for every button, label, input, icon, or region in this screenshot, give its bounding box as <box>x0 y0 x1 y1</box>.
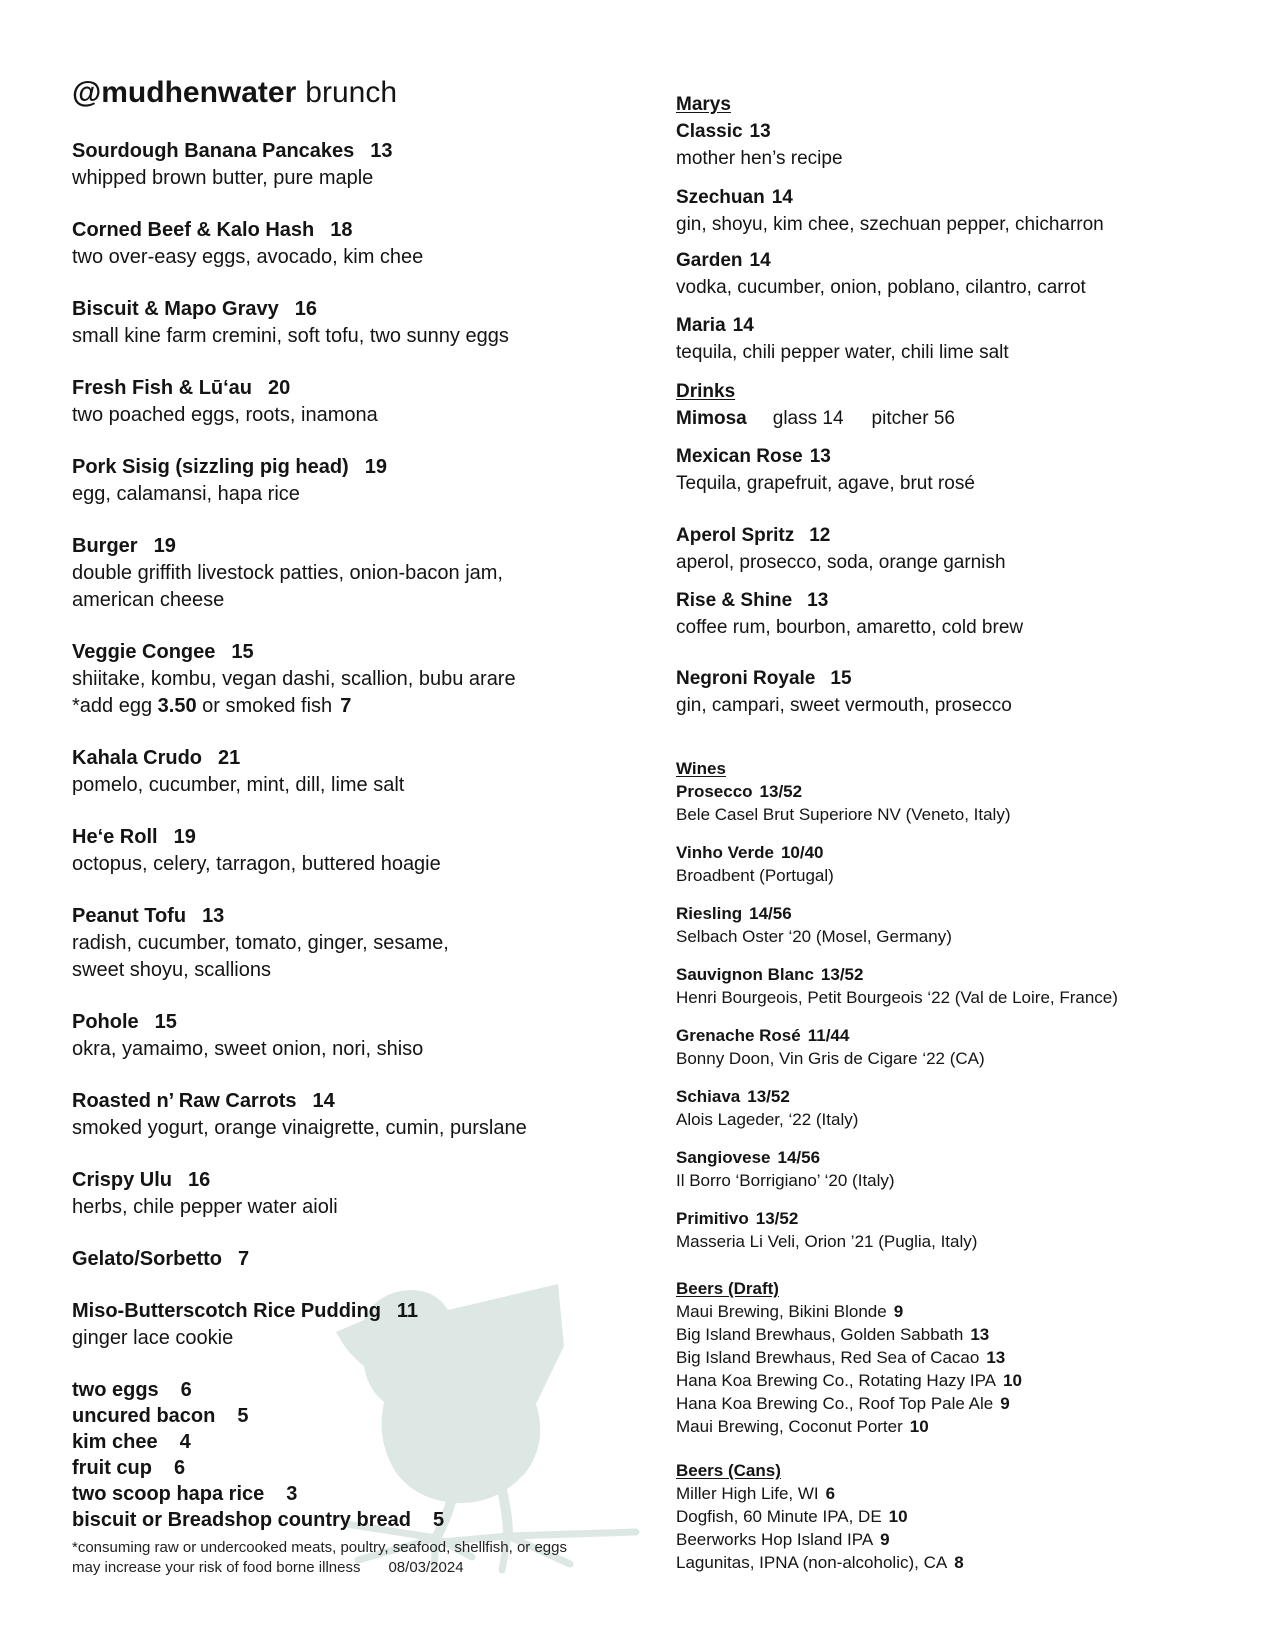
wine-desc: Henri Bourgeois, Petit Bourgeois ‘22 (Val de Loire, France) <box>676 988 1118 1007</box>
title-meal: brunch <box>305 76 398 109</box>
disclaimer-line2: may increase your risk of food borne illness 08/03/2024 <box>72 1559 464 1576</box>
disclaimer-line1: *consuming raw or undercooked meats, poultry, seafood, shellfish, or eggs <box>72 1539 567 1556</box>
drink-price: 14 <box>771 187 793 208</box>
beer-golden-sabbath: Big Island Brewhaus, Golden Sabbath 13 <box>676 1325 990 1344</box>
item-name: Fresh Fish & Lū‘au <box>72 377 253 399</box>
side-hapa-rice: two scoop hapa rice 3 <box>72 1483 298 1505</box>
item-price: 18 <box>330 219 353 241</box>
item-price: 15 <box>231 641 254 663</box>
item-desc: ginger lace cookie <box>72 1327 234 1349</box>
beer-roof-top-pale-ale: Hana Koa Brewing Co., Roof Top Pale Ale 9 <box>676 1394 1010 1413</box>
drink-name: Mexican Rose <box>676 446 803 467</box>
wine-price: 14/56 <box>749 904 792 923</box>
wine-price: 10/40 <box>780 843 824 862</box>
item-name: Kahala Crudo <box>72 747 203 769</box>
beer-beerworks-hop-island: Beerworks Hop Island IPA 9 <box>676 1530 890 1549</box>
drink-name: Maria <box>676 315 726 336</box>
beer-dogfish-60-minute: Dogfish, 60 Minute IPA, DE 10 <box>676 1507 908 1526</box>
side-kim-chee: kim chee 4 <box>72 1431 191 1453</box>
wine-desc: Alois Lageder, ‘22 (Italy) <box>676 1110 859 1129</box>
item-name: Gelato/Sorbetto <box>72 1248 223 1270</box>
drink-desc: mother hen’s recipe <box>676 148 843 169</box>
drink-price: 12 <box>809 525 831 546</box>
side-two-eggs: two eggs 6 <box>72 1379 192 1401</box>
item-price: 7 <box>238 1248 250 1270</box>
wine-prosecco <box>676 780 1256 826</box>
side-biscuit-bread: biscuit or Breadshop country bread 5 <box>72 1509 445 1531</box>
wine-riesling <box>676 902 1256 948</box>
disclaimer <box>72 1538 647 1578</box>
wine-price: 13/52 <box>759 782 803 801</box>
item-name: Miso-Butterscotch Rice Pudding <box>72 1300 381 1322</box>
drink-desc: coffee rum, bourbon, amaretto, cold brew <box>676 617 1024 638</box>
menu-item-hee-roll <box>72 824 647 878</box>
beer-miller-high-life: Miller High Life, WI 6 <box>676 1484 836 1503</box>
wine-name: Riesling <box>676 904 743 923</box>
item-price: 16 <box>188 1169 211 1191</box>
wine-sangiovese <box>676 1146 1256 1192</box>
wine-price: 13/52 <box>747 1087 790 1106</box>
item-name: Peanut Tofu <box>72 905 187 927</box>
section-heading-marys: Marys <box>676 94 731 115</box>
wine-name: Sangiovese <box>676 1148 771 1167</box>
wine-price: 14/56 <box>777 1148 821 1167</box>
drink-name: Rise & Shine <box>676 590 793 611</box>
drink-desc: gin, campari, sweet vermouth, prosecco <box>676 695 1012 716</box>
item-desc: octopus, celery, tarragon, buttered hoagie <box>72 853 441 875</box>
item-price: 19 <box>364 456 387 478</box>
wine-name: Schiava <box>676 1087 741 1106</box>
drink-price: 14 <box>749 250 771 271</box>
mimosa-pitcher-price: pitcher 56 <box>871 408 955 429</box>
wine-desc: Masseria Li Veli, Orion ’21 (Puglia, Italy) <box>676 1232 978 1251</box>
item-name: Pork Sisig (sizzling pig head) <box>72 456 349 478</box>
addon-price-egg: 3.50 <box>157 695 197 717</box>
drink-negroni-royale <box>676 665 1256 719</box>
menu-item-peanut-tofu <box>72 903 647 984</box>
section-heading-drinks: Drinks <box>676 381 736 402</box>
drink-desc: Tequila, grapefruit, agave, brut rosé <box>676 473 975 494</box>
drink-name: Mimosa <box>676 408 747 429</box>
wine-grenache-rose <box>676 1024 1256 1070</box>
item-desc: pomelo, cucumber, mint, dill, lime salt <box>72 774 405 796</box>
item-desc: whipped brown butter, pure maple <box>72 167 374 189</box>
item-desc: shiitake, kombu, vegan dashi, scallion, bubu arare <box>72 668 516 690</box>
drink-desc: aperol, prosecco, soda, orange garnish <box>676 552 1006 573</box>
drink-garden <box>676 247 1256 301</box>
item-desc: two over-easy eggs, avocado, kim chee <box>72 246 424 268</box>
item-price: 13 <box>370 140 393 162</box>
wine-name: Prosecco <box>676 782 753 801</box>
wine-price: 11/44 <box>807 1026 850 1045</box>
item-price: 21 <box>218 747 241 769</box>
wine-sauvignon-blanc <box>676 963 1256 1009</box>
item-desc: small kine farm cremini, soft tofu, two sunny eggs <box>72 325 509 347</box>
drink-name: Classic <box>676 121 743 142</box>
item-name: Burger <box>72 535 138 557</box>
wine-price: 13/52 <box>755 1209 799 1228</box>
menu-item-burger <box>72 533 647 614</box>
menu-item-fresh-fish-luau <box>72 375 647 429</box>
drink-name: Szechuan <box>676 187 765 208</box>
drink-desc: gin, shoyu, kim chee, szechuan pepper, chicharron <box>676 214 1104 235</box>
drink-desc: tequila, chili pepper water, chili lime salt <box>676 342 1009 363</box>
item-desc: herbs, chile pepper water aioli <box>72 1196 338 1218</box>
beers-cans-section <box>676 1459 1256 1574</box>
item-desc: okra, yamaimo, sweet onion, nori, shiso <box>72 1038 424 1060</box>
wine-name: Grenache Rosé <box>676 1026 801 1045</box>
page-title <box>72 76 647 110</box>
drink-price: 14 <box>732 315 754 336</box>
item-name: Pohole <box>72 1011 139 1033</box>
item-desc: sweet shoyu, scallions <box>72 959 271 981</box>
section-heading-wines: Wines <box>676 759 726 778</box>
drinks-column <box>676 91 1256 1574</box>
drink-mimosa <box>676 405 1256 432</box>
wine-primitivo <box>676 1207 1256 1253</box>
drink-name: Garden <box>676 250 743 271</box>
wine-desc: Selbach Oster ‘20 (Mosel, Germany) <box>676 927 952 946</box>
item-name: Veggie Congee <box>72 641 216 663</box>
item-desc: radish, cucumber, tomato, ginger, sesame, <box>72 932 449 954</box>
wine-desc: Broadbent (Portugal) <box>676 866 834 885</box>
item-desc: double griffith livestock patties, onion-bacon jam, <box>72 562 503 584</box>
item-name: He‘e Roll <box>72 826 158 848</box>
drink-aperol-spritz <box>676 522 1256 576</box>
item-desc: egg, calamansi, hapa rice <box>72 483 300 505</box>
menu-date: 08/03/2024 <box>388 1559 464 1576</box>
wine-name: Vinho Verde <box>676 843 774 862</box>
item-name: Sourdough Banana Pancakes <box>72 140 355 162</box>
side-fruit-cup: fruit cup 6 <box>72 1457 186 1479</box>
beer-rotating-hazy-ipa: Hana Koa Brewing Co., Rotating Hazy IPA 10 <box>676 1371 1022 1390</box>
menu-item-crispy-ulu <box>72 1167 647 1221</box>
mimosa-glass-price: glass 14 <box>772 408 844 429</box>
drink-name: Aperol Spritz <box>676 525 795 546</box>
drink-price: 13 <box>807 590 829 611</box>
item-price: 14 <box>312 1090 335 1112</box>
wine-price: 13/52 <box>820 965 864 984</box>
side-uncured-bacon: uncured bacon 5 <box>72 1405 249 1427</box>
menu-item-gelato-sorbetto <box>72 1246 647 1273</box>
section-heading-beers-cans: Beers (Cans) <box>676 1461 781 1480</box>
item-name: Biscuit & Mapo Gravy <box>72 298 279 320</box>
drink-price: 13 <box>809 446 831 467</box>
menu-item-pohole <box>72 1009 647 1063</box>
beer-bikini-blonde: Maui Brewing, Bikini Blonde 9 <box>676 1302 904 1321</box>
drink-price: 13 <box>749 121 771 142</box>
beer-lagunitas-ipna: Lagunitas, IPNA (non-alcoholic), CA 8 <box>676 1553 964 1572</box>
item-price: 13 <box>202 905 225 927</box>
food-column <box>72 76 647 1578</box>
drink-desc: vodka, cucumber, onion, poblano, cilantro, carrot <box>676 277 1086 298</box>
drink-maria <box>676 312 1256 366</box>
item-addon-line: *add egg 3.50 or smoked fish 7 <box>72 695 352 717</box>
menu-item-rice-pudding <box>72 1298 647 1352</box>
item-name: Roasted n’ Raw Carrots <box>72 1090 297 1112</box>
wine-desc: Bonny Doon, Vin Gris de Cigare ‘22 (CA) <box>676 1049 985 1068</box>
beers-draft-section <box>676 1277 1256 1438</box>
menu-item-kahala-crudo <box>72 745 647 799</box>
menu-item-roasted-raw-carrots <box>72 1088 647 1142</box>
menu-item-corned-beef-hash <box>72 217 647 271</box>
menu-item-biscuit-mapo-gravy <box>72 296 647 350</box>
item-desc: smoked yogurt, orange vinaigrette, cumin, purslane <box>72 1117 527 1139</box>
drink-name: Negroni Royale <box>676 668 816 689</box>
item-price: 19 <box>173 826 196 848</box>
section-heading-beers-draft: Beers (Draft) <box>676 1279 779 1298</box>
beer-coconut-porter: Maui Brewing, Coconut Porter 10 <box>676 1417 929 1436</box>
item-desc: two poached eggs, roots, inamona <box>72 404 378 426</box>
drink-mexican-rose <box>676 443 1256 497</box>
wine-schiava <box>676 1085 1256 1131</box>
drink-classic <box>676 118 1256 172</box>
item-name: Corned Beef & Kalo Hash <box>72 219 315 241</box>
item-price: 19 <box>153 535 176 557</box>
menu-item-veggie-congee <box>72 639 647 720</box>
wine-name: Sauvignon Blanc <box>676 965 814 984</box>
drink-szechuan <box>676 184 1256 238</box>
item-price: 20 <box>268 377 291 399</box>
item-price: 11 <box>396 1300 419 1322</box>
item-price: 16 <box>294 298 317 320</box>
title-handle: @mudhenwater <box>72 76 297 109</box>
drink-price: 15 <box>830 668 852 689</box>
item-name: Crispy Ulu <box>72 1169 173 1191</box>
wine-name: Primitivo <box>676 1209 749 1228</box>
menu-item-pork-sisig <box>72 454 647 508</box>
item-price: 15 <box>154 1011 177 1033</box>
item-desc: american cheese <box>72 589 225 611</box>
menu-item-sourdough-pancakes <box>72 138 647 192</box>
drink-rise-and-shine <box>676 587 1256 641</box>
wine-desc: Il Borro ‘Borrigiano’ ‘20 (Italy) <box>676 1171 895 1190</box>
wine-desc: Bele Casel Brut Superiore NV (Veneto, Italy) <box>676 805 1011 824</box>
wine-vinho-verde <box>676 841 1256 887</box>
addon-price-fish: 7 <box>340 695 352 717</box>
beer-red-sea-of-cacao: Big Island Brewhaus, Red Sea of Cacao 13 <box>676 1348 1006 1367</box>
sides-list <box>72 1377 647 1533</box>
